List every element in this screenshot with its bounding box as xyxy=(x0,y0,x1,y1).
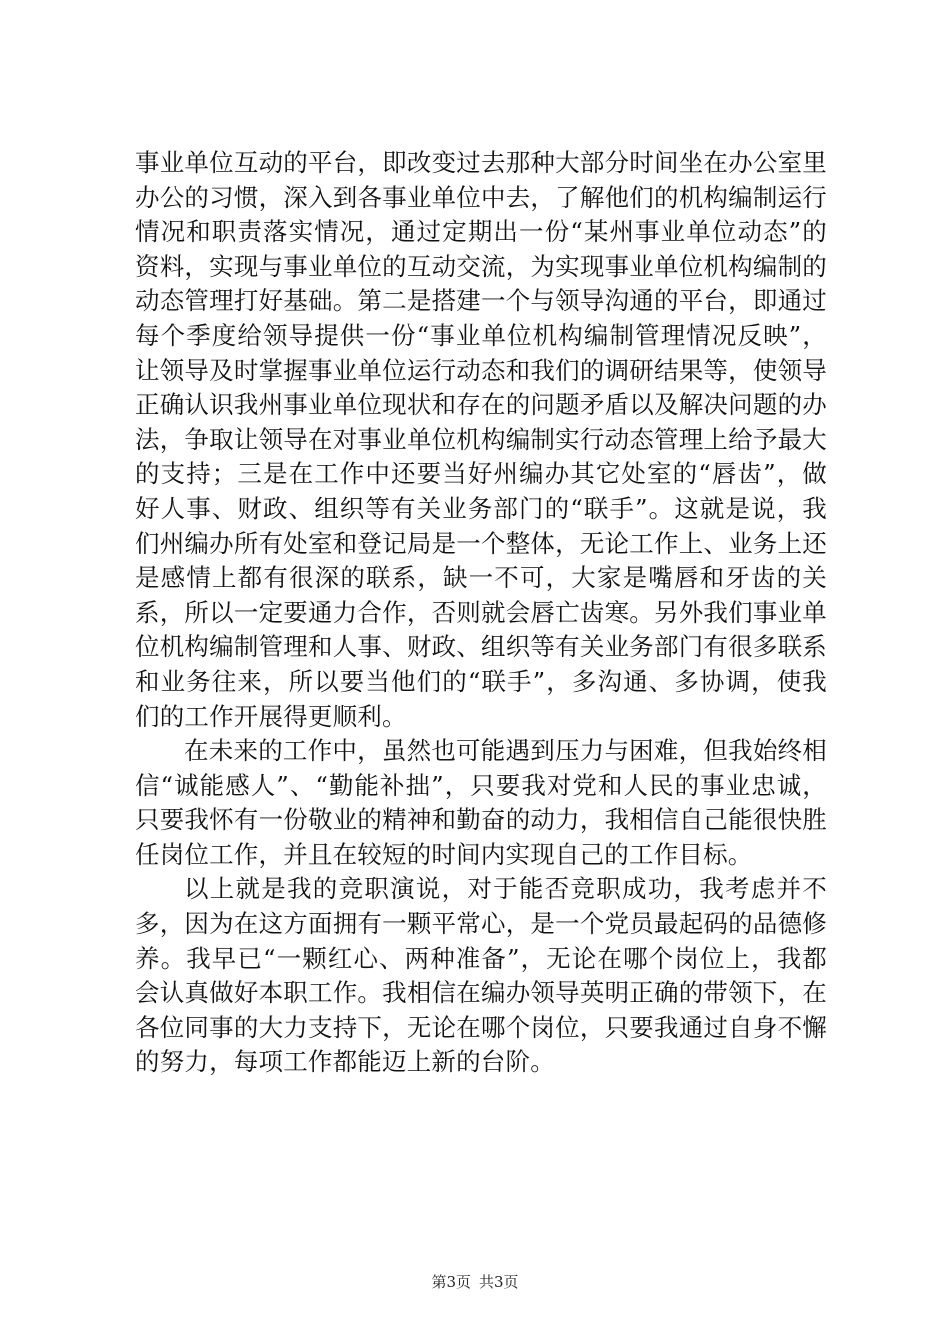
page-footer xyxy=(0,1272,950,1292)
page-number: 第3页 xyxy=(431,1273,471,1291)
paragraph-future-work: 在未来的工作中，虽然也可能遇到压力与困难，但我始终相信“诚能感人”、“勤能补拙”，只要我对党和人民的事业忠诚，只要我怀有一份敬业的精神和勤奋的动力，我相信自己能很快胜任岗位工作，并且在较短的时间内实现自己的工作目标。 xyxy=(135,736,827,869)
document-body xyxy=(135,146,827,1080)
paragraph-conclusion: 以上就是我的竞职演说，对于能否竞职成功，我考虑并不多，因为在这方面拥有一颗平常心，是一个党员最起码的品德修养。我早已“一颗红心、两种准备”，无论在哪个岗位上，我都会认真做好本职工作。我相信在编办领导英明正确的带领下，在各位同事的大力支持下，无论在哪个岗位，只要我通过自身不懈的努力，每项工作都能迈上新的台阶。 xyxy=(135,874,827,1077)
page-total: 共3页 xyxy=(479,1273,519,1291)
paragraph-continuation: 事业单位互动的平台，即改变过去那种大部分时间坐在办公室里办公的习惯，深入到各事业单位中去，了解他们的机构编制运行情况和职责落实情况，通过定期出一份“某州事业单位动态”的资料，实现与事业单位的互动交流，为实现事业单位机构编制的动态管理打好基础。第二是搭建一个与领导沟通的平台，即通过每个季度给领导提供一份“事业单位机构编制管理情况反映”，让领导及时掌握事业单位运行动态和我们的调研结果等，使领导正确认识我州事业单位现状和存在的问题矛盾以及解决问题的办法，争取让领导在对事业单位机构编制实行动态管理上给予最大的支持；三是在工作中还要当好州编办其它处室的“唇齿”，做好人事、财政、组织等有关业务部门的“联手”。这就是说，我们州编办所有处室和登记局是一个整体，无论工作上、业务上还是感情上都有很深的联系，缺一不可，大家是嘴唇和牙齿的关系，所以一定要通力合作，否则就会唇亡齿寒。另外我们事业单位机构编制管理和人事、财政、组织等有关业务部门有很多联系和业务往来，所以要当他们的“联手”，多沟通、多协调，使我们的工作开展得更顺利。 xyxy=(135,148,827,731)
